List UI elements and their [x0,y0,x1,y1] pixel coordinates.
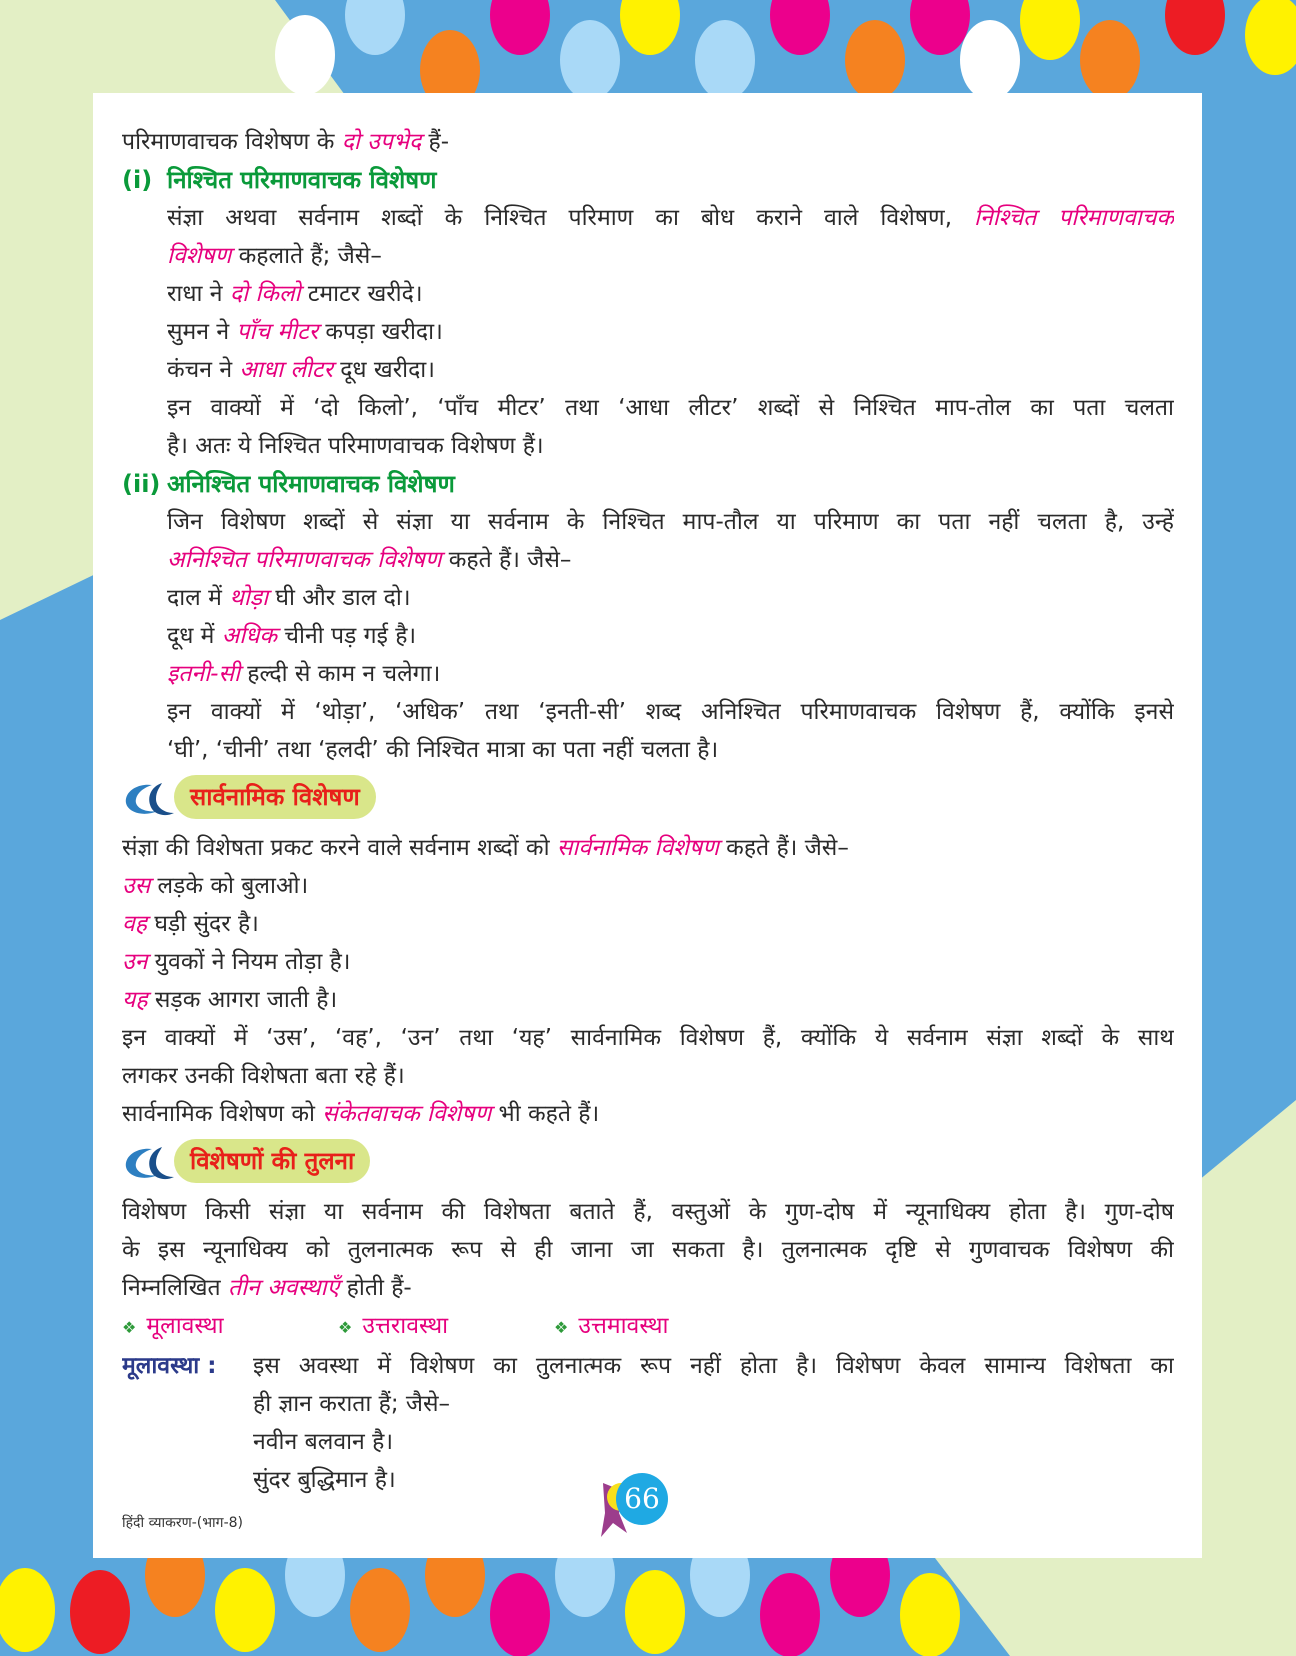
sub2-example-3 [122,655,1174,693]
section1-example-4 [122,981,1174,1019]
example-text: हल्दी से काम न चलेगा। [239,661,441,687]
bullet-diamond-icon: ❖ [338,1318,353,1337]
example-text: राधा ने [167,281,230,307]
example-emphasis: पाँच मीटर [236,319,319,345]
subheading-definite-quantitative [122,161,1174,199]
sub1-example-2 [122,313,1174,351]
section1-note-line2: लगकर उनकी विशेषता बता रहे हैं। [122,1063,405,1089]
paragraph-text: होती हैं- [339,1275,412,1301]
example-emphasis: वह [122,911,148,937]
example-text: युवकों ने नियम तोड़ा है। [147,949,351,975]
definition-text: संज्ञा की विशेषता प्रकट करने वाले सर्वनाम शब्दों को [122,835,557,861]
example-text: लड़के को बुलाओ। [150,873,309,899]
definition-text: संज्ञा अथवा सर्वनाम शब्दों के निश्चित परिमाण का बोध कराने वाले विशेषण, [167,205,975,231]
example-text: घी और डाल दो। [268,585,411,611]
section-title: सार्वनामिक विशेषण [174,775,376,819]
section2-para-line2: के इस न्यूनाधिक्य को तुलनात्मक रूप से ही जाना जा सकता है। तुलनात्मक दृष्टि से गुणवाचक विशेषण की [122,1237,1174,1263]
sub2-example-1 [122,579,1174,617]
sub1-definition-line1 [122,199,1174,237]
term-label: मूलावस्था : [122,1353,217,1379]
book-title-footer: हिंदी व्याकरण-(भाग-8) [122,1515,243,1531]
example-text: दूध में [167,623,222,649]
stages-bullet-list [122,1307,1174,1347]
subheading-title: अनिश्चित परिमाणवाचक विशेषण [167,470,455,498]
example-emphasis: उस [122,873,151,899]
example-emphasis: इतनी-सी [167,661,240,687]
example-emphasis: थोड़ा [229,585,269,611]
example-text: सुमन ने [167,319,237,345]
example-emphasis: दो किलो [229,281,301,307]
section1-definition [122,829,1174,867]
bullet-label: उत्तरावस्था [362,1313,449,1339]
subheading-number: (ii) [122,470,161,498]
example-text: दाल में [167,585,230,611]
paragraph-emphasis: तीन अवस्थाएँ [227,1275,340,1301]
sub1-example-3 [122,351,1174,389]
term-example-2: सुंदर बुद्धिमान है। [253,1467,396,1493]
page-content [122,123,1174,1499]
bullet-label: मूलावस्था [146,1313,224,1339]
definition-emphasis: अनिश्चित परिमाणवाचक विशेषण [167,547,442,573]
example-emphasis: उन [122,949,148,975]
bullet-item-positive [122,1307,338,1347]
alias-text: भी कहते हैं। [491,1101,600,1127]
section1-example-3 [122,943,1174,981]
intro-emphasis: दो उपभेद [341,129,422,155]
alias-text: सार्वनामिक विशेषण को [122,1101,323,1127]
example-emphasis: आधा लीटर [239,357,333,383]
term-example-1: नवीन बलवान है। [253,1429,394,1455]
swirl-icon [122,779,182,819]
example-text: सड़क आगरा जाती है। [147,987,338,1013]
example-text: दूध खरीदा। [332,357,435,383]
sub1-example-1 [122,275,1174,313]
bullet-item-comparative [338,1307,554,1347]
intro-suffix: हैं- [421,129,450,155]
section1-alias [122,1095,1174,1133]
subheading-title: निश्चित परिमाणवाचक विशेषण [167,166,437,194]
example-text: कंचन ने [167,357,240,383]
section1-note-line1: इन वाक्यों में ‘उस’, ‘वह’, ‘उन’ तथा ‘यह’ सार्वनामिक विशेषण हैं, क्योंकि ये सर्वनाम संज्ञा शब्दों के साथ [122,1025,1174,1051]
bullet-diamond-icon: ❖ [122,1318,137,1337]
example-text: चीनी पड़ गई है। [277,623,417,649]
sub1-note-line1: इन वाक्यों में ‘दो किलो’, ‘पाँच मीटर’ तथा ‘आधा लीटर’ शब्दों से निश्चित माप-तोल का पता चलता [167,395,1174,421]
section2-para-line1: विशेषण किसी संज्ञा या सर्वनाम की विशेषता बताते हैं, वस्तुओं के गुण-दोष में न्यूनाधिक्य होता है। गुण-दोष [122,1199,1174,1225]
swirl-icon [122,1143,182,1183]
intro-line [122,123,1174,161]
section1-example-1 [122,867,1174,905]
example-text: घड़ी सुंदर है। [147,911,259,937]
term-text: इस अवस्था में विशेषण का तुलनात्मक रूप नहीं होता है। विशेषण केवल सामान्य विशेषता का [253,1353,1174,1379]
sub2-definition-line2 [122,541,1174,579]
bullet-item-superlative [554,1307,770,1347]
definition-text: कहते हैं। जैसे– [718,835,849,861]
definition-emphasis: विशेषण [167,243,232,269]
definition-emphasis: सार्वनामिक विशेषण [556,835,719,861]
subheading-indefinite-quantitative [122,465,1174,503]
definition-emphasis: निश्चित परिमाणवाचक [974,205,1174,231]
section2-para-line3 [122,1269,1174,1307]
example-text: कपड़ा खरीदा। [318,319,443,345]
term-definition-line1 [122,1347,1174,1385]
intro-text: परिमाणवाचक विशेषण के [122,129,342,155]
definition-text: कहलाते हैं; जैसे– [231,243,382,269]
sub2-example-2 [122,617,1174,655]
alias-emphasis: संकेतवाचक विशेषण [322,1101,492,1127]
paragraph-text: निम्नलिखित [122,1275,228,1301]
sub2-definition-line1: जिन विशेषण शब्दों से संज्ञा या सर्वनाम के निश्चित माप-तौल या परिमाण का पता नहीं चलता है, उन्हें [167,509,1174,535]
definition-text: कहते हैं। जैसे– [441,547,572,573]
example-text: टमाटर खरीदे। [300,281,423,307]
sub2-note-line2: ‘घी’, ‘चीनी’ तथा ‘हलदी’ की निश्चित मात्रा का पता नहीं चलता है। [167,737,719,763]
term-definition-line2: ही ज्ञान कराता हैं; जैसे– [253,1391,451,1417]
page-number-badge [583,1473,663,1543]
sub1-definition-line2 [122,237,1174,275]
bullet-label: उत्तमावस्था [578,1313,669,1339]
example-emphasis: अधिक [221,623,278,649]
section1-example-2 [122,905,1174,943]
bullet-diamond-icon: ❖ [554,1318,569,1337]
textbook-page [93,93,1202,1558]
sub2-note-line1: इन वाक्यों में ‘थोड़ा’, ‘अधिक’ तथा ‘इनती-सी’ शब्द अनिश्चित परिमाणवाचक विशेषण हैं, क्योंकि इनसे [167,699,1174,725]
example-emphasis: यह [122,987,148,1013]
subheading-number: (i) [122,166,153,194]
page-number: 66 [616,1473,668,1525]
sub1-note-line2: है। अतः ये निश्चित परिमाणवाचक विशेषण हैं। [167,433,544,459]
section-title: विशेषणों की तुलना [174,1139,370,1183]
section-heading-comparison [122,1137,1174,1187]
section-heading-pronominal-adjective [122,773,1174,823]
